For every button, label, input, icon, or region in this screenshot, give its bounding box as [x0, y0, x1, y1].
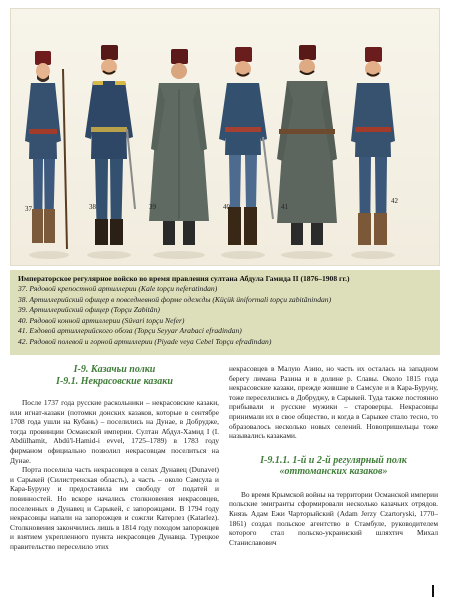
- figure-42: [351, 47, 395, 245]
- soldiers-drawing: [11, 9, 441, 267]
- caption-line: 39. Артиллерийский офицер (Topçu Zabitân): [18, 305, 160, 315]
- page-marker: [432, 585, 434, 597]
- caption-line: 38. Артиллерийский офицер в повседневной форме одежды (Küçük üniformali topçu zabitânindan): [18, 294, 332, 304]
- paragraph: некрасовцев в Малую Азию, но часть их осталась на западном берегу лимана Разина и в долине р. Славы. Около 1815 года некрасовские казаки, прежде жившие в Самсуле и в Кара-Буруну, тоже переселились в Добруджу, в Сарыкей. Туда также постоянно прибывали и русские мужики – староверцы. Некрасовцы принимали их в свое общество, и когда в Сарыкее стало тесно, то образовалось несколько новых селений. Новопришельцы тоже назывались казаками.: [229, 364, 438, 441]
- figure-number: 41: [281, 203, 288, 211]
- figure-39: [149, 49, 209, 245]
- figure-number: 38: [89, 203, 96, 211]
- figure-40: [219, 47, 273, 245]
- figure-number: 39: [149, 203, 156, 211]
- caption-line: 41. Ездовой артиллерийского обоза (Topçu Seyyar Arabaci efradindan): [18, 326, 242, 336]
- caption-line: 42. Рядовой полевой и горной артиллерии (Piyade veya Cebel Topçu efradindan): [18, 336, 272, 346]
- illustration-caption: [10, 270, 440, 355]
- figure-number: 42: [391, 197, 398, 205]
- paragraph: Порта поселила часть некрасовцев в селах Дунавец (Dunavet) и Сарыкей (Силистренская область), а часть – около Самсула и Кара-Буруну и предоставила им свободу от податей и повинностей. Но вскоре начались столкновения некрасовцев, поселенных в Дунавец и Сарыкей, с запорожцами. В 1794 году некрасовцы напали на запорожцев и сожгли Катерлез (Katarlez). Столкновения закончились лишь в 1814 году походом запорожцев и взятием укрепленного пункта некрасовцев Дунавца. Турецкое правительство переселило этих: [10, 465, 219, 551]
- paragraph: После 1737 года русские раскольники – некрасовские казаки, или игнат-казаки (потомки донских казаков, которые в сентябре 1708 года ушли на Кубань) – поселились на Дунае, в Добрудже, тогда провинции Османской империи. Султан Абдул-Хамид I (I. Abdülhamit, Abdü'l-Hamid-i evvel, 1725–1789) в 1783 году фирманом официально позволил некрасовцам поселиться на Дунае.: [10, 398, 219, 465]
- figure-number: 37: [25, 205, 32, 213]
- subsection-heading: I-9.1.1. 1-й и 2-й регулярный полк: [260, 454, 407, 466]
- section-heading: I-9. Казачьи полки: [73, 364, 156, 375]
- figure-37: [25, 51, 67, 249]
- paragraph: Во время Крымской войны на территории Османской империи польские эмигранты сформировали несколько казачьих отрядов. Князь Адам Ежи Чарторыйский (Adam Jerzy Czartoryski, 1770–1861) создал польское агентство в Стамбуле, руководителем которого стал польско-украинский шляхтич Михал Станиславович: [229, 489, 438, 547]
- caption-line: 40. Рядовой конной артиллерии (Süvari topçu Nefer): [18, 315, 185, 325]
- right-column: [229, 364, 438, 547]
- left-column: [10, 364, 219, 552]
- uniform-illustration: [10, 8, 440, 266]
- subsection-heading: «оттоманских казаков»: [279, 466, 388, 478]
- figure-number: 40: [223, 203, 230, 211]
- subsection-heading: I-9.1. Некрасовские казаки: [56, 375, 173, 387]
- caption-title: Императорское регулярное войско во время правления султана Абдула Гамида II (1876–1908 гг.): [18, 274, 350, 283]
- caption-line: 37. Рядовой крепостной артиллерии (Kale topçu neferatindan): [18, 284, 218, 293]
- figure-41: [277, 45, 337, 245]
- figure-38: [85, 45, 135, 245]
